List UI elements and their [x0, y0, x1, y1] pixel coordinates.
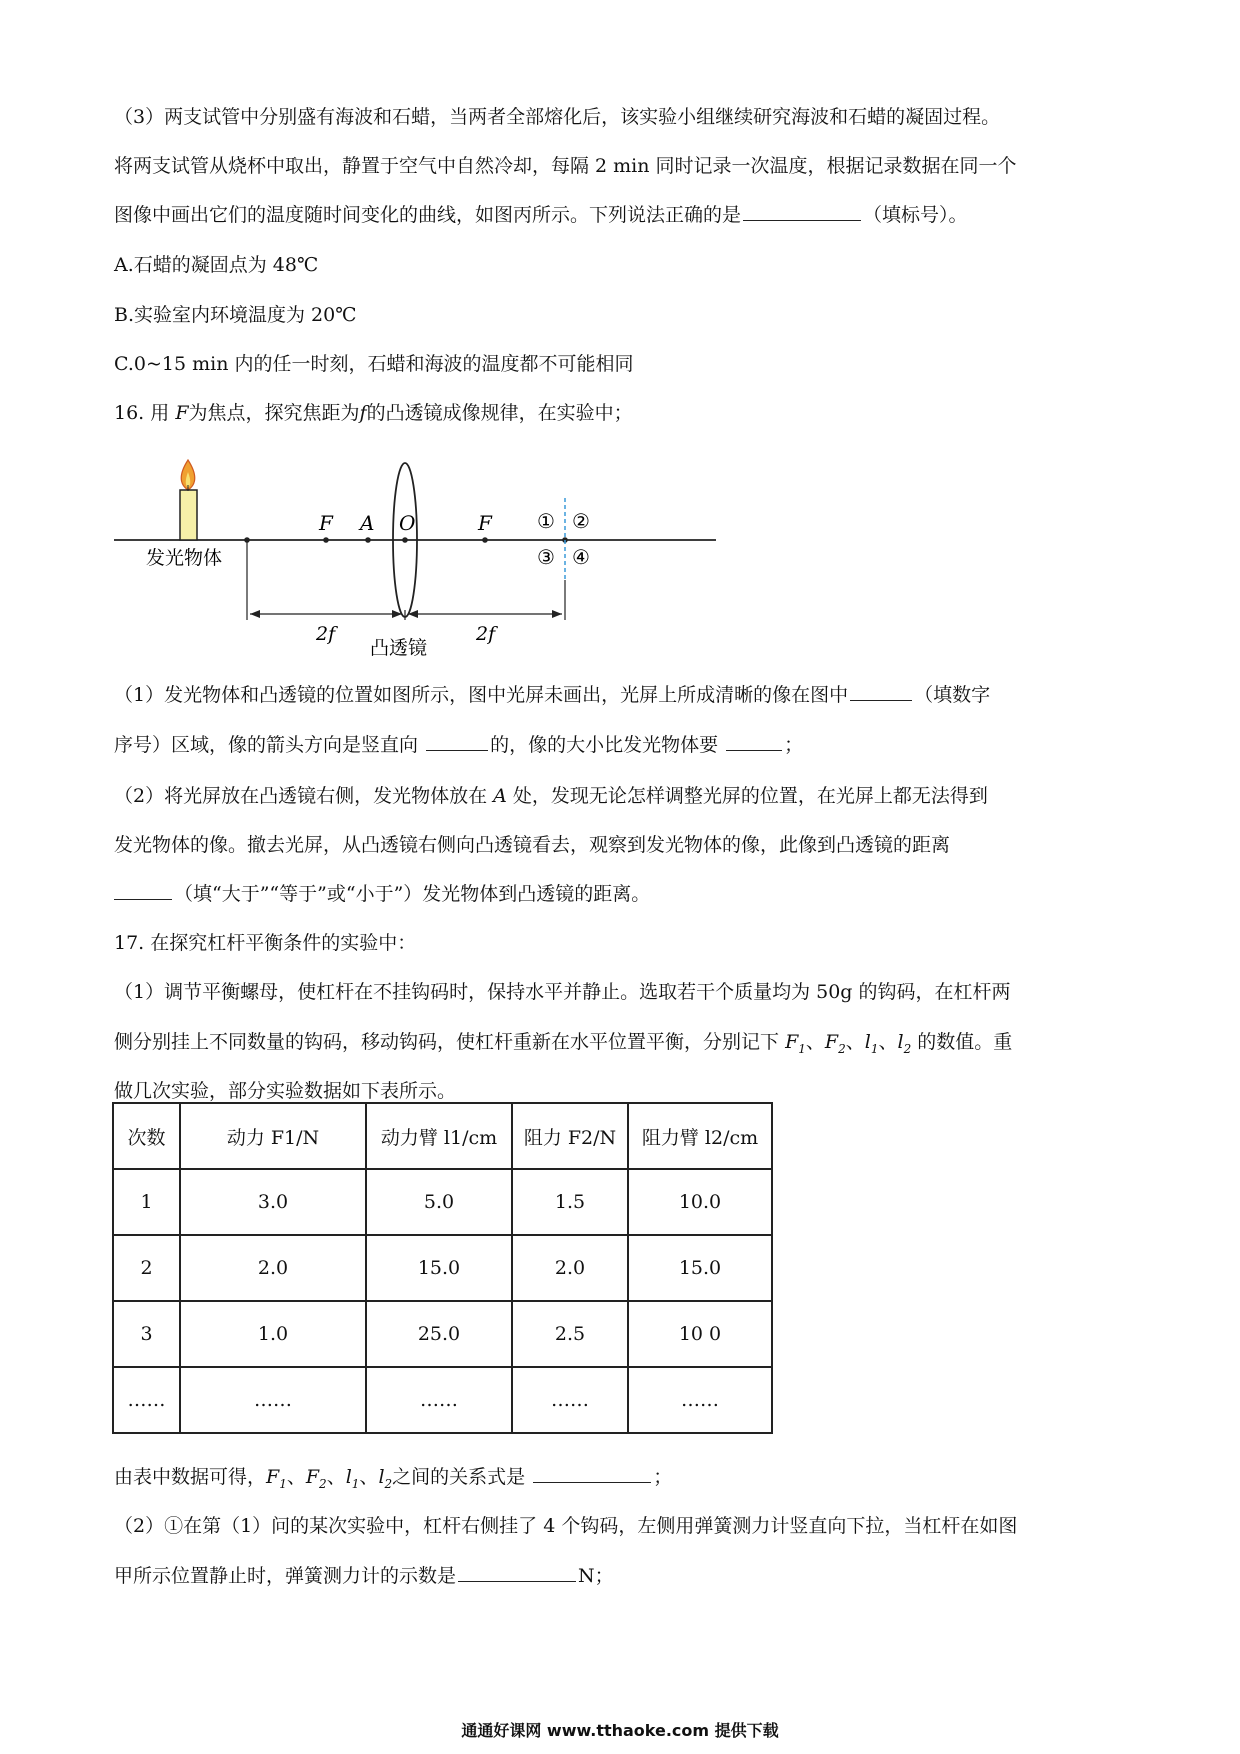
q16-p2-text: （填“大于”“等于”或“小于”）发光物体到凸透镜的距离。	[174, 883, 651, 905]
region-3: ③	[537, 545, 555, 569]
table-cell: 2.5	[512, 1301, 628, 1367]
q17-relation-text: 由表中数据可得，	[114, 1466, 267, 1488]
q17-relation-line: 由表中数据可得，$F_1$、$F_2$、$l_1$、$l_2$之间的关系式是 ；	[114, 1466, 673, 1491]
q15-3-line3	[114, 202, 968, 228]
q16-stem-F: F	[175, 402, 189, 424]
answer-blank[interactable]	[743, 202, 861, 221]
answer-blank[interactable]	[726, 732, 782, 751]
answer-blank[interactable]	[114, 881, 172, 900]
q17-p2-text: N；	[578, 1565, 614, 1587]
table-header-cell: 阻力臂 l2/cm	[628, 1103, 772, 1169]
table-cell: 15.0	[366, 1235, 512, 1301]
region-1: ①	[537, 509, 555, 533]
table-cell: 3.0	[180, 1169, 366, 1235]
answer-blank[interactable]	[533, 1464, 651, 1483]
q17-stem: 17. 在探究杠杆平衡条件的实验中：	[114, 932, 417, 954]
q17-p1-line1: （1）调节平衡螺母，使杠杆在不挂钩码时，保持水平并静止。选取若干个质量均为 50g 的钩码，在杠杆两	[114, 981, 1011, 1003]
table-header-cell: 动力 F1/N	[180, 1103, 366, 1169]
q16-stem-part: 16. 用	[114, 402, 170, 424]
q16-p2-line3	[114, 881, 650, 907]
q16-p2-line2: 发光物体的像。撤去光屏，从凸透镜右侧向凸透镜看去，观察到发光物体的像，此像到凸透镜的距离	[114, 834, 951, 856]
q16-p2-text: 处，发现无论怎样调整光屏的位置，在光屏上都无法得到	[512, 785, 988, 807]
lens-label: 凸透镜	[370, 637, 428, 659]
point-a	[365, 537, 371, 543]
q15-3-line2: 将两支试管从烧杯中取出，静置于空气中自然冷却，每隔 2 min 同时记录一次温度，根据记录数据在同一个	[114, 155, 1017, 177]
q16-p1-text: 的，像的大小比发光物体要	[490, 734, 719, 756]
region-4: ④	[572, 545, 590, 569]
q16-p1-line1	[114, 682, 990, 708]
symbol-l1: $l_1$	[345, 1466, 360, 1491]
table-cell: ……	[113, 1367, 180, 1433]
page-footer: 通通好课网 www.tthaoke.com 提供下载	[461, 1721, 779, 1740]
table-row	[113, 1367, 772, 1433]
q16-p2-point-a: A	[493, 785, 507, 807]
q16-stem	[114, 400, 633, 426]
q16-p2-line1	[114, 783, 988, 809]
a-label: A	[360, 511, 375, 535]
table-cell: ……	[628, 1367, 772, 1433]
lever-data-table	[112, 1102, 773, 1434]
focus-label-right: F	[478, 511, 492, 535]
answer-blank[interactable]	[850, 682, 912, 701]
q15-3-line3-suffix: （填标号）。	[863, 204, 968, 226]
option-c: C.0~15 min 内的任一时刻，石蜡和海波的温度都不可能相同	[114, 353, 634, 375]
symbol-f2: $F_2$	[305, 1466, 327, 1491]
table-cell: 2.0	[180, 1235, 366, 1301]
arrowhead-icon	[250, 610, 260, 618]
convex-lens-figure	[100, 440, 730, 665]
table-cell: 15.0	[628, 1235, 772, 1301]
table-row	[113, 1235, 772, 1301]
arrowhead-icon	[552, 610, 562, 618]
q16-p2-text: （2）将光屏放在凸透镜右侧，发光物体放在	[114, 785, 488, 807]
table-cell: ……	[366, 1367, 512, 1433]
q17-relation-text: ；	[653, 1466, 673, 1488]
table-header-row	[113, 1103, 772, 1169]
lever-table-body	[113, 1103, 772, 1433]
q15-3-line3-text: 图像中画出它们的温度随时间变化的曲线，如图丙所示。下列说法正确的是	[114, 204, 742, 226]
q17-p1-line3: 做几次实验，部分实验数据如下表所示。	[114, 1080, 457, 1102]
region-2: ②	[572, 509, 590, 533]
focus-point-right	[482, 537, 488, 543]
o-label: O	[399, 511, 416, 535]
q16-p1-text: ；	[784, 734, 804, 756]
distance-label-right: 2f	[476, 623, 496, 645]
q17-relation-text: 之间的关系式是	[392, 1466, 526, 1488]
table-cell: 1.0	[180, 1301, 366, 1367]
table-row	[113, 1301, 772, 1367]
table-cell: 1	[113, 1169, 180, 1235]
q16-stem-part: 的凸透镜成像规律，在实验中；	[366, 402, 633, 424]
q16-p1-line2	[114, 732, 803, 758]
table-header-cell: 阻力 F2/N	[512, 1103, 628, 1169]
candle-icon	[180, 490, 197, 540]
q16-stem-f: f	[359, 402, 367, 424]
q17-p1-text: 侧分别挂上不同数量的钩码，移动钩码，使杠杆重新在水平位置平衡，分别记下	[114, 1031, 780, 1053]
table-row	[113, 1169, 772, 1235]
answer-blank[interactable]	[458, 1563, 576, 1582]
table-cell: 25.0	[366, 1301, 512, 1367]
answer-blank[interactable]	[426, 732, 488, 751]
symbol-l2: $l_2$	[378, 1466, 393, 1491]
symbol-f1: $F_1$	[266, 1466, 287, 1491]
table-cell: 2	[113, 1235, 180, 1301]
symbol-f1: $F_1$	[785, 1031, 806, 1056]
table-cell: ……	[512, 1367, 628, 1433]
q17-p1-text: 的数值。重	[917, 1031, 1013, 1053]
symbol-l2: $l_2$	[897, 1031, 912, 1056]
object-label: 发光物体	[146, 547, 223, 569]
option-b: B.实验室内环境温度为 20℃	[114, 304, 357, 326]
q16-p1-text: 序号）区域，像的箭头方向是竖直向	[114, 734, 419, 756]
symbol-l1: $l_1$	[864, 1031, 879, 1056]
table-cell: 10.0	[628, 1169, 772, 1235]
table-cell: ……	[180, 1367, 366, 1433]
option-a: A.石蜡的凝固点为 48℃	[114, 254, 319, 276]
table-cell: 3	[113, 1301, 180, 1367]
focus-point-left	[323, 537, 329, 543]
q17-p2-line2	[114, 1563, 614, 1589]
q17-p2-line1: （2）①在第（1）问的某次实验中，杠杆右侧挂了 4 个钩码，左侧用弹簧测力计竖直向下拉，当杠杆在如图	[114, 1515, 1018, 1537]
q17-p2-text: 甲所示位置静止时，弹簧测力计的示数是	[114, 1565, 457, 1587]
symbol-f2: $F_2$	[824, 1031, 846, 1056]
table-cell: 10 0	[628, 1301, 772, 1367]
q15-3-line1: （3）两支试管中分别盛有海波和石蜡，当两者全部熔化后，该实验小组继续研究海波和石蜡的凝固过程。	[114, 106, 1001, 128]
q16-p1-text: （填数字	[914, 684, 991, 706]
distance-label-left: 2f	[316, 623, 336, 645]
table-cell: 1.5	[512, 1169, 628, 1235]
q17-p1-line2: 侧分别挂上不同数量的钩码，移动钩码，使杠杆重新在水平位置平衡，分别记下 $F_1$、$F_2$、$l_1$、$l_2$ 的数值。重	[114, 1031, 1013, 1056]
q16-stem-part: 为焦点，探究焦距为	[188, 402, 360, 424]
table-header-cell: 动力臂 l1/cm	[366, 1103, 512, 1169]
table-header-cell: 次数	[113, 1103, 180, 1169]
optical-center	[402, 537, 408, 543]
table-cell: 2.0	[512, 1235, 628, 1301]
q16-p1-text: （1）发光物体和凸透镜的位置如图所示，图中光屏未画出，光屏上所成清晰的像在图中	[114, 684, 849, 706]
focus-label-left: F	[319, 511, 333, 535]
table-cell: 5.0	[366, 1169, 512, 1235]
